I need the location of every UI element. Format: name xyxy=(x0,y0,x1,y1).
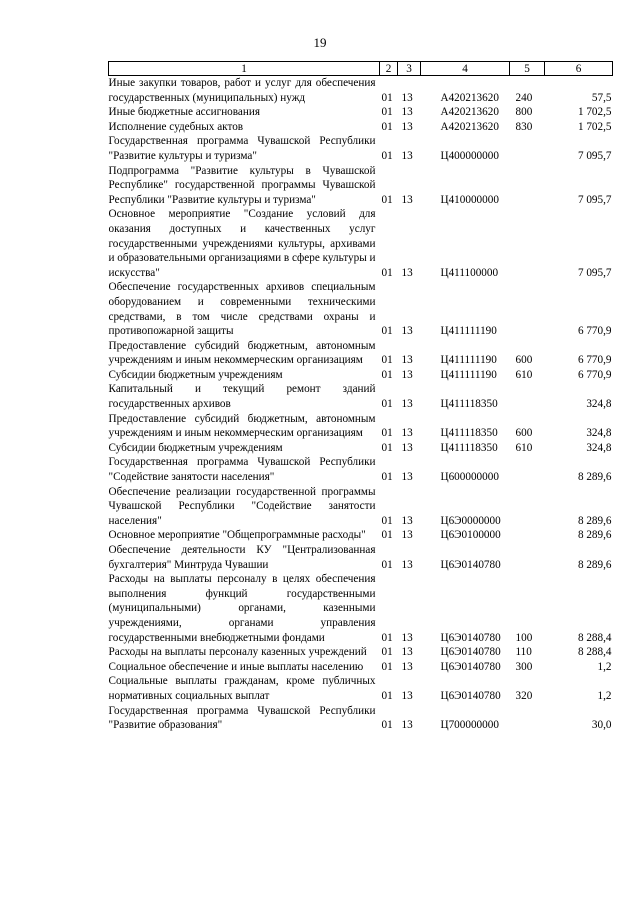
row-subsection: 13 xyxy=(401,719,413,732)
row-name: Государственная программа Чувашской Республики "Содействие занятости населения" xyxy=(108,456,376,484)
row-name: Капитальный и текущий ремонт зданий государственных архивов xyxy=(108,383,376,411)
row-subsection: 13 xyxy=(401,660,413,673)
table-row xyxy=(109,645,613,660)
row-expense-type: 600 xyxy=(515,427,533,440)
row-target-article: А420213620 xyxy=(440,91,499,104)
row-section: 01 xyxy=(381,631,393,644)
row-name: Субсидии бюджетным учреждениям xyxy=(108,368,283,381)
row-expense-type: 320 xyxy=(515,689,533,702)
table-row xyxy=(109,105,613,120)
row-name: Расходы на выплаты персоналу в целях обеспечения выполнения функций государственными (муниципальными) органами, казенными учреждениями, органами управления государственными внебюджетными фондами xyxy=(108,573,376,644)
row-expense-type xyxy=(510,207,545,280)
page-number: 19 xyxy=(313,35,327,50)
row-amount: 7 095,7 xyxy=(577,149,612,162)
row-target-article: Ц400000000 xyxy=(440,149,499,162)
row-section: 01 xyxy=(381,193,393,206)
row-section: 01 xyxy=(381,368,393,381)
row-subsection: 13 xyxy=(401,398,413,411)
row-expense-type: 100 xyxy=(515,631,533,644)
row-section: 01 xyxy=(381,354,393,367)
row-target-article: Ц6Э0140780 xyxy=(440,631,501,644)
row-amount: 8 289,6 xyxy=(577,529,612,542)
table-row xyxy=(109,164,613,208)
row-section: 01 xyxy=(381,149,393,162)
row-amount: 8 289,6 xyxy=(577,471,612,484)
row-target-article: Ц6Э0140780 xyxy=(440,558,501,571)
row-name: Предоставление субсидий бюджетным, автономным учреждениям и иным некоммерческим организациям xyxy=(108,412,376,440)
row-subsection: 13 xyxy=(401,427,413,440)
row-amount: 1,2 xyxy=(597,660,612,673)
column-header-target-article: 4 xyxy=(421,62,510,76)
row-name: Социальные выплаты гражданам, кроме публичных нормативных социальных выплат xyxy=(108,675,376,702)
row-target-article: Ц410000000 xyxy=(440,193,499,206)
column-header-amount: 6 xyxy=(545,62,613,76)
table-header-row xyxy=(109,62,613,76)
column-header-name: 1 xyxy=(109,62,380,76)
table-row xyxy=(109,120,613,135)
table-row xyxy=(109,76,613,106)
row-target-article: Ц700000000 xyxy=(440,719,499,732)
row-expense-type: 600 xyxy=(515,354,533,367)
row-name: Иные бюджетные ассигнования xyxy=(108,106,260,119)
row-amount: 8 289,6 xyxy=(577,558,612,571)
row-section: 01 xyxy=(381,266,393,279)
row-name: Расходы на выплаты персоналу казенных учреждений xyxy=(108,646,367,659)
row-section: 01 xyxy=(381,558,393,571)
table-row xyxy=(109,412,613,441)
row-subsection: 13 xyxy=(401,106,413,119)
row-expense-type: 610 xyxy=(515,441,533,454)
row-subsection: 13 xyxy=(401,514,413,527)
row-section: 01 xyxy=(381,529,393,542)
column-header-section: 2 xyxy=(380,62,398,76)
row-subsection: 13 xyxy=(401,149,413,162)
table-row xyxy=(109,441,613,456)
row-subsection: 13 xyxy=(401,558,413,571)
table-row xyxy=(109,207,613,280)
row-target-article: Ц411111190 xyxy=(440,354,497,367)
table-row xyxy=(109,368,613,383)
row-expense-type xyxy=(510,455,545,484)
row-expense-type xyxy=(510,164,545,208)
row-amount: 6 770,9 xyxy=(577,368,612,381)
row-name: Основное мероприятие "Общепрограммные расходы" xyxy=(108,529,366,542)
row-amount: 8 288,4 xyxy=(577,646,612,659)
row-expense-type: 240 xyxy=(515,91,533,104)
row-subsection: 13 xyxy=(401,689,413,702)
row-amount: 1,2 xyxy=(597,689,612,702)
row-expense-type: 610 xyxy=(515,368,533,381)
table-row xyxy=(109,339,613,368)
table-body xyxy=(109,76,613,733)
table-row xyxy=(109,674,613,703)
row-amount: 324,8 xyxy=(586,398,612,411)
row-name: Государственная программа Чувашской Республики "Развитие культуры и туризма" xyxy=(108,135,376,162)
row-name: Обеспечение деятельности КУ "Централизованная бухгалтерия" Минтруда Чувашии xyxy=(108,544,376,571)
row-expense-type: 830 xyxy=(515,120,533,133)
row-amount: 57,5 xyxy=(591,91,612,104)
row-target-article: Ц6Э0140780 xyxy=(440,689,501,702)
row-name: Обеспечение государственных архивов специальным оборудованием и современными техническими средствами, в том числе средствами охраны и противопожарной защиты xyxy=(108,281,376,338)
row-section: 01 xyxy=(381,660,393,673)
row-target-article: Ц411118350 xyxy=(440,398,498,411)
row-expense-type xyxy=(510,528,545,543)
row-expense-type xyxy=(510,134,545,163)
row-target-article: Ц411118350 xyxy=(440,441,498,454)
row-amount: 8 289,6 xyxy=(577,514,612,527)
row-amount: 30,0 xyxy=(591,719,612,732)
row-subsection: 13 xyxy=(401,266,413,279)
row-target-article: Ц600000000 xyxy=(440,471,499,484)
table-row xyxy=(109,704,613,733)
row-name: Подпрограмма "Развитие культуры в Чувашской Республике" государственной программы Чувашской Республики "Развитие культуры и туризма" xyxy=(108,164,376,206)
row-target-article: Ц6Э0140780 xyxy=(440,646,501,659)
row-target-article: Ц411111190 xyxy=(440,325,497,338)
row-subsection: 13 xyxy=(401,529,413,542)
table-row xyxy=(109,528,613,543)
row-amount: 6 770,9 xyxy=(577,354,612,367)
row-subsection: 13 xyxy=(401,193,413,206)
row-section: 01 xyxy=(381,427,393,440)
row-section: 01 xyxy=(381,91,393,104)
row-expense-type: 300 xyxy=(515,660,533,673)
table-row xyxy=(109,572,613,645)
row-name: Иные закупки товаров, работ и услуг для обеспечения государственных (муниципальных) нужд xyxy=(108,77,376,104)
row-section: 01 xyxy=(381,471,393,484)
row-expense-type xyxy=(510,280,545,338)
row-name: Социальное обеспечение и иные выплаты населению xyxy=(108,660,364,673)
row-name: Основное мероприятие "Создание условий для оказания доступных и качественных услуг государственными учреждениями культуры, архивами и образовательными организациями в сфере культуры и искусства" xyxy=(108,208,376,279)
row-section: 01 xyxy=(381,106,393,119)
row-subsection: 13 xyxy=(401,441,413,454)
row-subsection: 13 xyxy=(401,368,413,381)
row-name: Предоставление субсидий бюджетным, автономным учреждениям и иным некоммерческим организациям xyxy=(108,339,376,367)
row-subsection: 13 xyxy=(401,325,413,338)
table-row xyxy=(109,660,613,675)
row-section: 01 xyxy=(381,719,393,732)
row-target-article: А420213620 xyxy=(440,120,499,133)
row-amount: 7 095,7 xyxy=(577,266,612,279)
row-amount: 324,8 xyxy=(586,427,612,440)
row-target-article: Ц6Э0000000 xyxy=(440,514,501,527)
row-name: Государственная программа Чувашской Республики "Развитие образования" xyxy=(108,704,376,732)
row-target-article: Ц411100000 xyxy=(440,266,499,279)
row-subsection: 13 xyxy=(401,120,413,133)
row-expense-type xyxy=(510,704,545,733)
column-header-subsection: 3 xyxy=(398,62,421,76)
row-expense-type xyxy=(510,485,545,529)
row-expense-type xyxy=(510,543,545,572)
row-amount: 7 095,7 xyxy=(577,193,612,206)
row-subsection: 13 xyxy=(401,354,413,367)
row-subsection: 13 xyxy=(401,631,413,644)
row-target-article: Ц6Э0140780 xyxy=(440,660,501,673)
row-name: Обеспечение реализации государственной программы Чувашской Республики "Содействие занятости населения" xyxy=(108,485,376,527)
row-name: Исполнение судебных актов xyxy=(108,120,244,133)
row-amount: 1 702,5 xyxy=(577,106,612,119)
row-subsection: 13 xyxy=(401,646,413,659)
table-row xyxy=(109,455,613,484)
row-section: 01 xyxy=(381,689,393,702)
row-subsection: 13 xyxy=(401,471,413,484)
row-name: Субсидии бюджетным учреждениям xyxy=(108,441,283,454)
row-amount: 8 288,4 xyxy=(577,631,612,644)
column-header-expense-type: 5 xyxy=(510,62,545,76)
table-row xyxy=(109,543,613,572)
row-amount: 6 770,9 xyxy=(577,325,612,338)
row-target-article: Ц6Э0100000 xyxy=(440,529,501,542)
row-section: 01 xyxy=(381,325,393,338)
row-section: 01 xyxy=(381,398,393,411)
row-expense-type: 800 xyxy=(515,106,533,119)
table-row xyxy=(109,280,613,338)
row-section: 01 xyxy=(381,646,393,659)
row-expense-type xyxy=(510,382,545,411)
row-subsection: 13 xyxy=(401,91,413,104)
row-section: 01 xyxy=(381,441,393,454)
row-section: 01 xyxy=(381,514,393,527)
row-target-article: А420213620 xyxy=(440,106,499,119)
row-amount: 324,8 xyxy=(586,441,612,454)
table-row xyxy=(109,134,613,163)
row-amount: 1 702,5 xyxy=(577,120,612,133)
row-section: 01 xyxy=(381,120,393,133)
row-target-article: Ц411118350 xyxy=(440,427,498,440)
budget-table xyxy=(108,61,613,733)
row-target-article: Ц411111190 xyxy=(440,368,497,381)
row-expense-type: 110 xyxy=(515,646,532,659)
table-row xyxy=(109,485,613,529)
table-row xyxy=(109,382,613,411)
